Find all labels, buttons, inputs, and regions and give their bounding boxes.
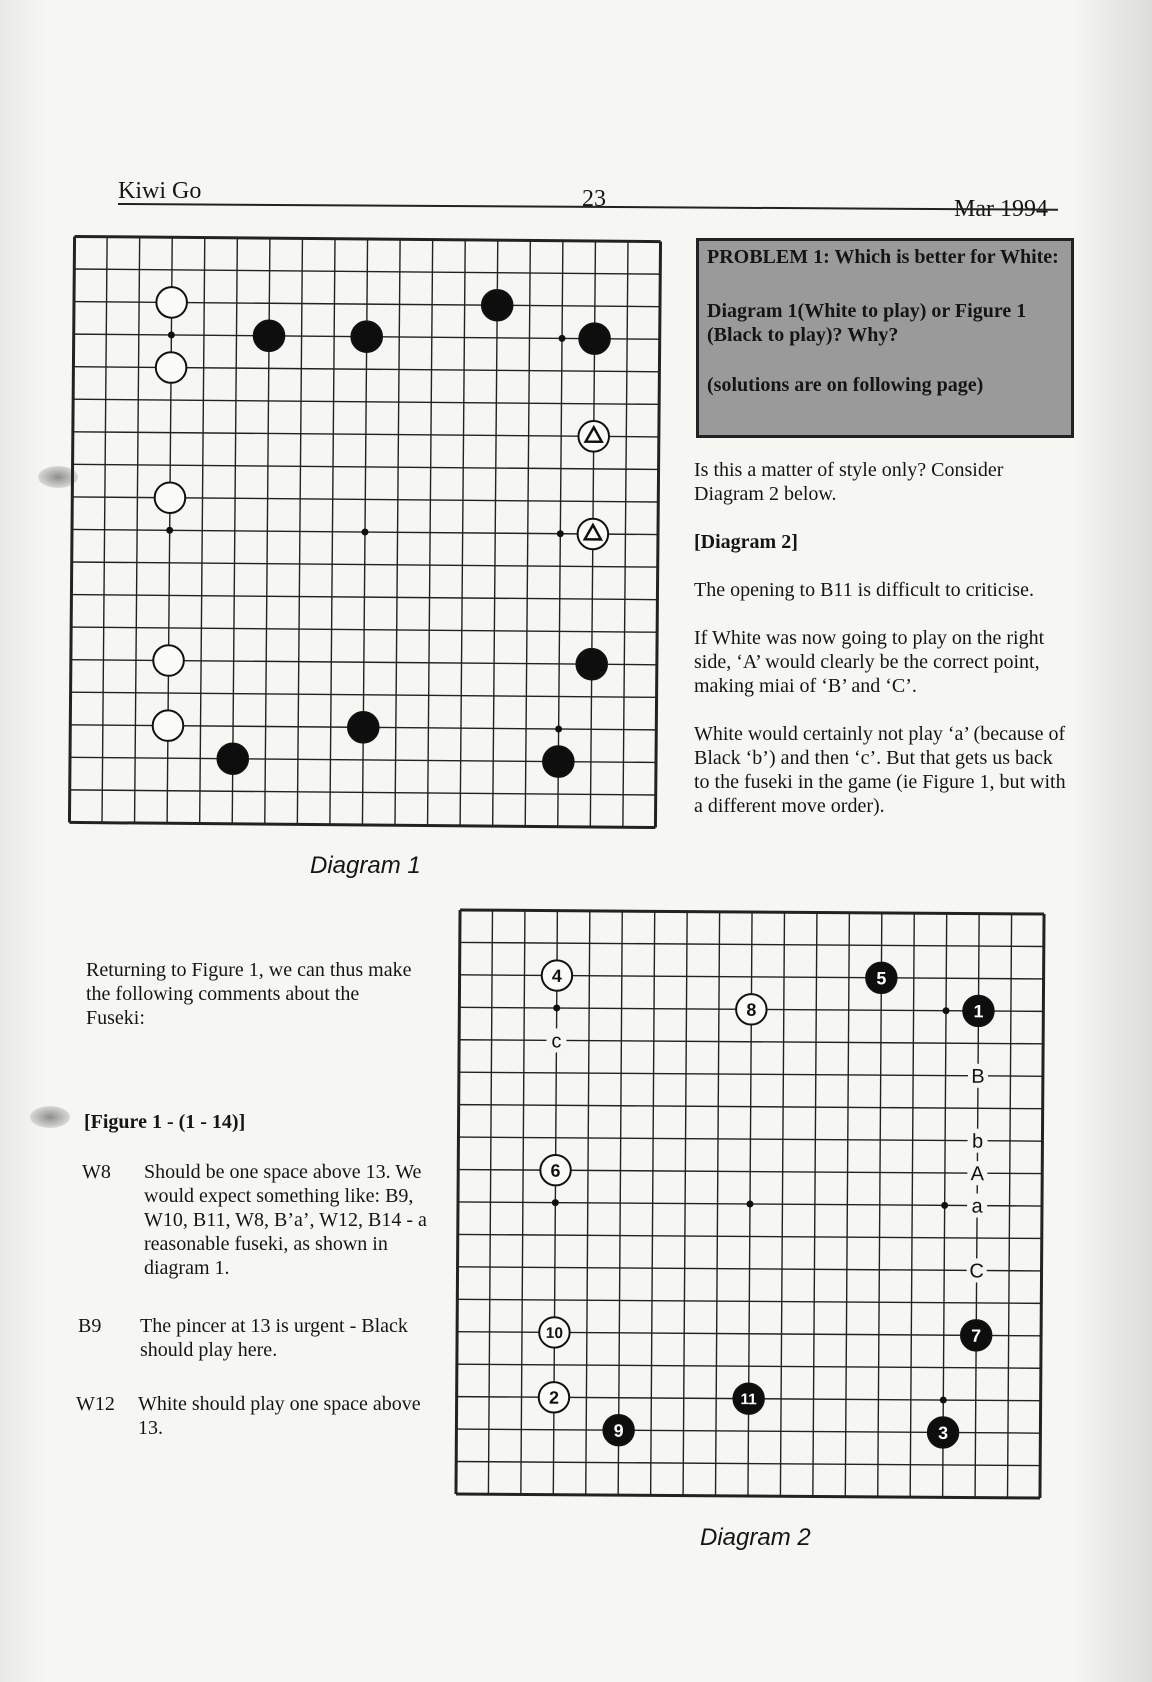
diagram-1-caption: Diagram 1 xyxy=(310,852,421,879)
problem-box xyxy=(696,238,1074,438)
move-number: 5 xyxy=(876,968,887,989)
style-question: Is this a matter of style only? Consider Diagram 2 below. xyxy=(694,459,1004,505)
board-letter-c: c xyxy=(551,1030,562,1053)
hoshi-point xyxy=(557,530,564,537)
white-stone xyxy=(156,352,187,383)
black-stone xyxy=(254,320,285,351)
white-stone xyxy=(156,287,187,318)
black-stone xyxy=(543,746,574,777)
fuseki-analysis: White would certainly not play ‘a’ (because of Black ‘b’) and then ‘c’. But that gets us back to the fuseki in the game (ie Figure 1, but with a different move order). xyxy=(694,723,1066,817)
move-number: 7 xyxy=(971,1325,982,1346)
black-stone xyxy=(579,323,610,354)
diagram-2-board xyxy=(454,908,1046,1500)
move-number: 8 xyxy=(746,999,757,1020)
issue-date: Mar 1994 xyxy=(954,196,1048,222)
go-board-svg xyxy=(452,906,1048,1502)
black-stone xyxy=(217,743,248,774)
move-number: 11 xyxy=(740,1391,757,1409)
white-stone xyxy=(153,645,184,676)
hoshi-point xyxy=(940,1396,947,1403)
move-number: 4 xyxy=(551,965,562,986)
right-side-analysis: If White was now going to play on the right side, ‘A’ would clearly be the correct point, making miai of ‘B’ and ‘C’. xyxy=(694,627,1045,697)
move-number: 9 xyxy=(613,1420,624,1441)
move-number: 6 xyxy=(550,1160,561,1181)
comment-key: W12 xyxy=(76,1393,115,1415)
newsletter-name: Kiwi Go xyxy=(118,178,202,204)
hoshi-point xyxy=(746,1200,753,1207)
page-number: 23 xyxy=(582,186,606,212)
comment-key: B9 xyxy=(78,1315,102,1337)
diagram-1-board xyxy=(68,235,662,829)
diagram-2-caption: Diagram 2 xyxy=(700,1524,811,1551)
black-stone xyxy=(576,649,607,680)
grid-line-horizontal xyxy=(456,1494,1040,1498)
hoshi-point xyxy=(559,335,566,342)
comment-key: W8 xyxy=(82,1161,111,1183)
move-number: 10 xyxy=(545,1324,564,1343)
board-letter-B: B xyxy=(971,1065,985,1088)
move-number: 3 xyxy=(938,1422,949,1443)
go-board-svg xyxy=(65,232,664,831)
hoshi-point xyxy=(552,1199,559,1206)
opening-comment: The opening to B11 is difficult to criticise. xyxy=(694,579,1034,601)
problem-question: PROBLEM 1: Which is better for White: xyxy=(707,246,1059,268)
board-letter-a: a xyxy=(971,1195,983,1218)
white-stone xyxy=(153,710,184,741)
right-column-text xyxy=(694,458,1066,842)
hoshi-point xyxy=(942,1007,949,1014)
board-letter-b: b xyxy=(971,1130,984,1153)
punch-hole-mark xyxy=(30,1106,70,1128)
comment-text: White should play one space above 13. xyxy=(138,1393,421,1439)
board-letter-C: C xyxy=(969,1260,984,1283)
black-stone xyxy=(351,321,382,352)
grid-line-horizontal xyxy=(460,910,1044,914)
comment-text: Should be one space above 13. We would expect something like: B9, W10, B11, W8, B’a’, W12, B14 - a reasonable fuseki, as shown in diagram 1. xyxy=(144,1161,427,1279)
board-letter-A: A xyxy=(970,1163,985,1186)
figure-1-reference: [Figure 1 - (1 - 14)] xyxy=(84,1111,246,1133)
hoshi-point xyxy=(168,331,175,338)
hoshi-point xyxy=(361,528,368,535)
black-stone xyxy=(482,290,513,321)
hoshi-point xyxy=(166,527,173,534)
returning-intro: Returning to Figure 1, we can thus make the following comments about the Fuseki: xyxy=(86,959,412,1029)
comment-text: The pincer at 13 is urgent - Black should play here. xyxy=(140,1315,408,1361)
hoshi-point xyxy=(941,1202,948,1209)
hoshi-point xyxy=(553,1004,560,1011)
move-number: 1 xyxy=(973,1001,984,1022)
problem-options: Diagram 1(White to play) or Figure 1 (Black to play)? Why? xyxy=(707,300,1027,346)
black-stone xyxy=(348,712,379,743)
move-number: 2 xyxy=(548,1387,560,1408)
problem-solution-note: (solutions are on following page) xyxy=(707,374,984,396)
white-stone xyxy=(155,482,186,513)
hoshi-point xyxy=(555,726,562,733)
diagram-2-reference: [Diagram 2] xyxy=(694,531,798,553)
